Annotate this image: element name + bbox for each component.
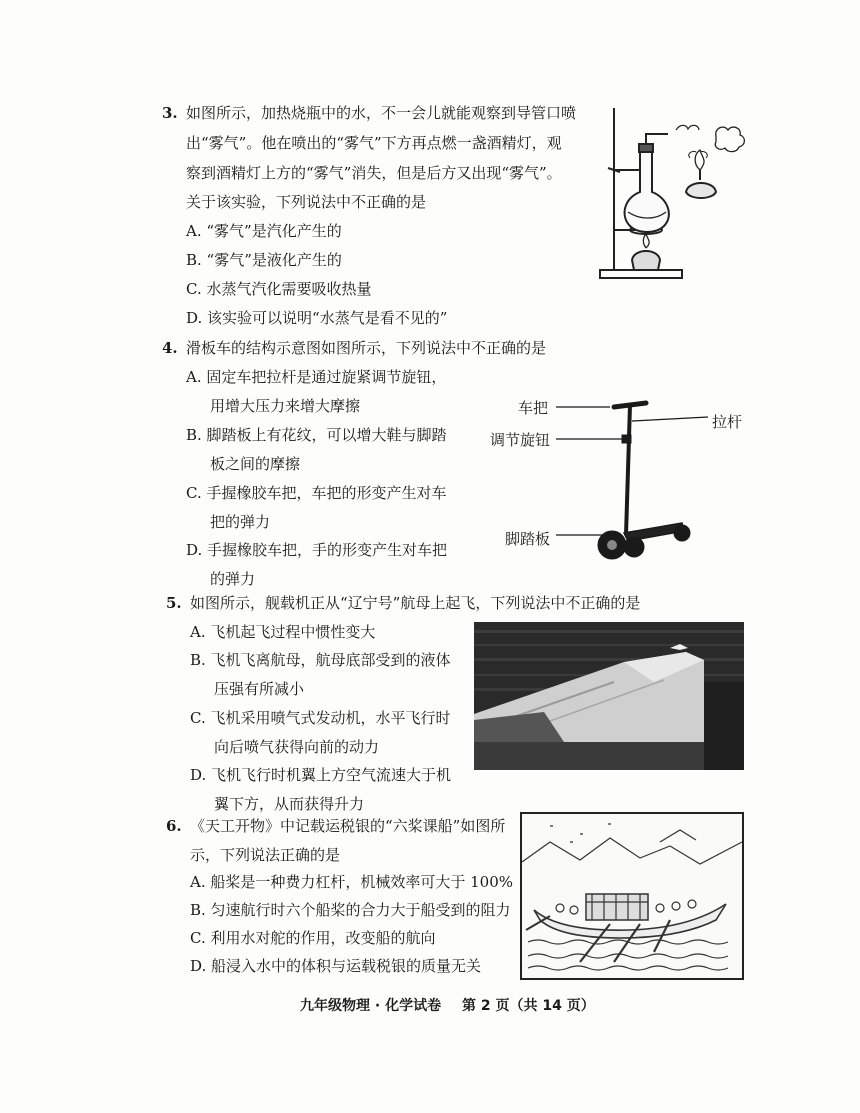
question-stem-line: 《天工开物》中记载运税银的“六桨课船”如图所 xyxy=(190,817,506,835)
option-c-continued: 把的弹力 xyxy=(210,513,271,531)
question-number: 4. xyxy=(162,339,178,357)
option-c: C. 飞机采用喷气式发动机，水平飞行时 xyxy=(190,709,451,727)
question-stem-line: 如图所示，加热烧瓶中的水，不一会儿就能观察到导管口喷 xyxy=(186,104,577,122)
footer-page-number: 第 2 页（共 14 页） xyxy=(462,998,595,1014)
aircraft-carrier-photo xyxy=(474,622,744,770)
question-stem-line: 示，下列说法正确的是 xyxy=(190,846,341,864)
option-b: B. “雾气”是液化产生的 xyxy=(186,251,342,269)
option-b-continued: 板之间的摩擦 xyxy=(210,455,301,473)
footer-subject: 九年级物理 · 化学试卷 xyxy=(300,998,442,1014)
label-pull-rod: 拉杆 xyxy=(712,413,743,431)
question-stem-line: 出“雾气”。他在喷出的“雾气”下方再点燃一盏酒精灯，观 xyxy=(186,134,562,152)
six-oar-boat-woodcut xyxy=(520,812,744,980)
question-number: 5. xyxy=(166,594,182,612)
label-adjusting-knob: 调节旋钮 xyxy=(490,431,551,449)
label-handle: 车把 xyxy=(518,399,549,417)
option-d-continued: 翼下方，从而获得升力 xyxy=(214,795,365,813)
option-b-continued: 压强有所减小 xyxy=(214,680,305,698)
question-stem: 滑板车的结构示意图如图所示，下列说法中不正确的是 xyxy=(186,339,547,357)
scooter-figure xyxy=(550,395,710,565)
option-a: A. 飞机起飞过程中惯性变大 xyxy=(190,623,376,641)
option-d: D. 飞机飞行时机翼上方空气流速大于机 xyxy=(190,766,452,784)
option-a: A. 船桨是一种费力杠杆，机械效率可大于 100% xyxy=(190,873,514,891)
question-number: 6. xyxy=(166,817,182,835)
flask-apparatus-figure xyxy=(590,100,760,285)
option-b: B. 脚踏板上有花纹，可以增大鞋与脚踏 xyxy=(186,426,447,444)
question-stem-line: 察到酒精灯上方的“雾气”消失，但是后方又出现“雾气”。 xyxy=(186,164,562,182)
option-c: C. 手握橡胶车把，车把的形变产生对车 xyxy=(186,484,447,502)
option-a: A. “雾气”是汽化产生的 xyxy=(186,222,342,240)
option-c: C. 水蒸气汽化需要吸收热量 xyxy=(186,280,372,298)
label-footboard: 脚踏板 xyxy=(505,530,551,548)
option-c: C. 利用水对舵的作用，改变船的航向 xyxy=(190,929,436,947)
option-c-continued: 向后喷气获得向前的动力 xyxy=(214,738,380,756)
option-d-continued: 的弹力 xyxy=(210,570,256,588)
option-a: A. 固定车把拉杆是通过旋紧调节旋钮， xyxy=(186,368,447,386)
question-stem-line: 关于该实验，下列说法中不正确的是 xyxy=(186,193,427,211)
option-b: B. 匀速航行时六个船桨的合力大于船受到的阻力 xyxy=(190,901,511,919)
option-a-continued: 用增大压力来增大摩擦 xyxy=(210,397,361,415)
option-d: D. 船浸入水中的体积与运载税银的质量无关 xyxy=(190,957,482,975)
option-d: D. 该实验可以说明“水蒸气是看不见的” xyxy=(186,309,448,327)
option-d: D. 手握橡胶车把，手的形变产生对车把 xyxy=(186,541,448,559)
question-stem: 如图所示，舰载机正从“辽宁号”航母上起飞，下列说法中不正确的是 xyxy=(190,594,641,612)
question-number: 3. xyxy=(162,104,178,122)
option-b: B. 飞机飞离航母，航母底部受到的液体 xyxy=(190,651,451,669)
